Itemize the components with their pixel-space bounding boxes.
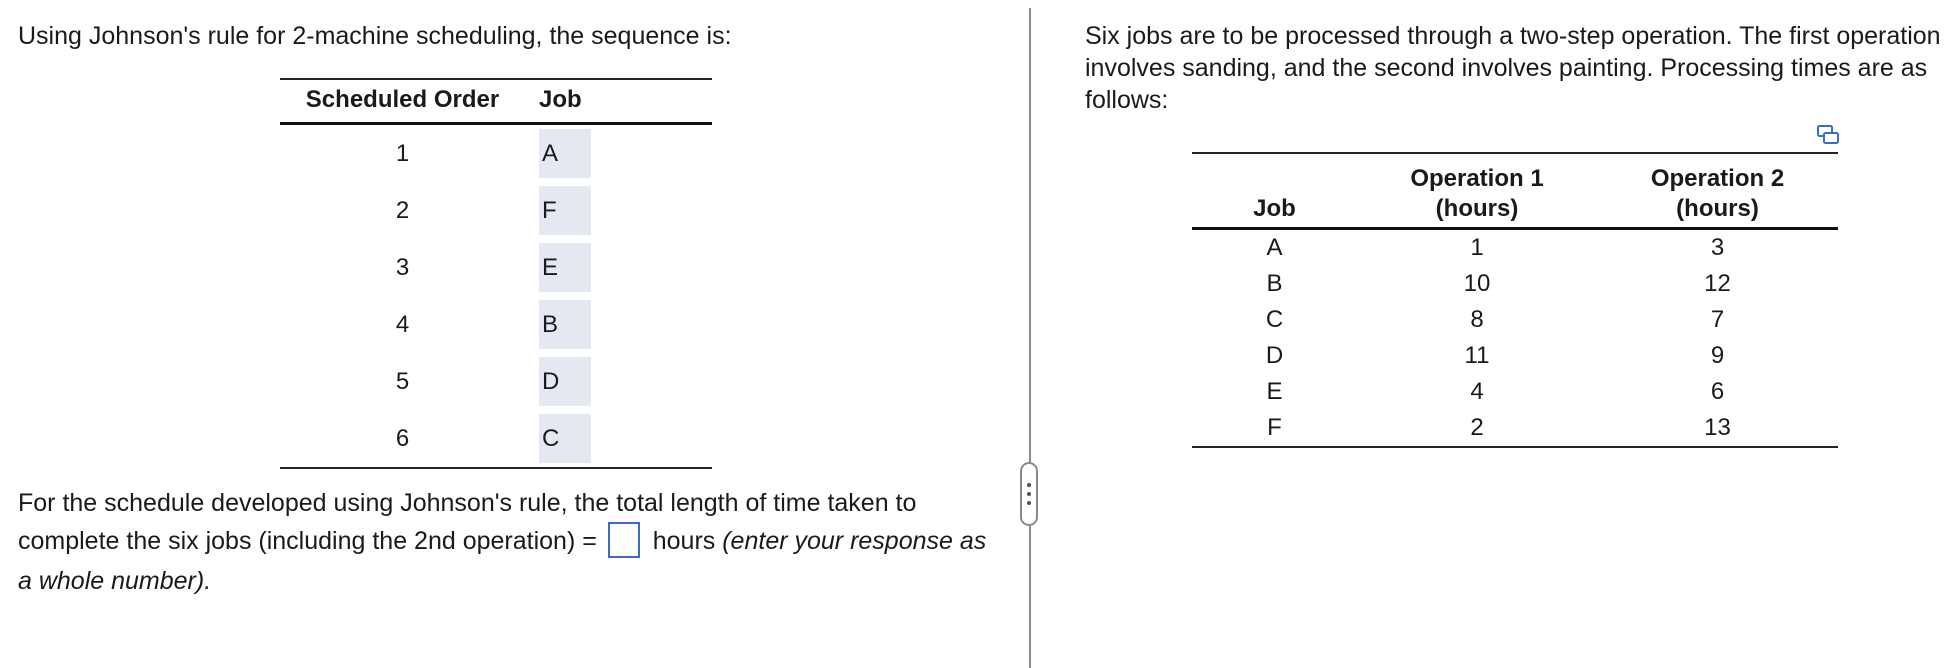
table-row	[1192, 266, 1838, 302]
order-cell: 5	[395, 367, 410, 395]
pane-divider[interactable]	[1029, 8, 1031, 668]
order-cell: 1	[395, 139, 410, 167]
table-row	[1192, 302, 1838, 338]
table-row	[280, 296, 712, 353]
job-answer-field[interactable]: A	[539, 129, 591, 178]
header-operation-1: Operation 1 (hours)	[1357, 153, 1597, 229]
job-answer-field[interactable]: F	[539, 186, 591, 235]
order-cell: 4	[395, 310, 410, 338]
job-answer-field[interactable]: E	[539, 243, 591, 292]
op2-cell: 12	[1704, 270, 1731, 297]
total-hours-input[interactable]	[608, 522, 640, 558]
op1-cell: 11	[1464, 342, 1490, 369]
table-row	[1192, 338, 1838, 374]
table-row	[280, 353, 712, 410]
table-row	[1192, 229, 1838, 267]
processing-times-table	[1192, 152, 1838, 448]
table-row	[1192, 410, 1838, 447]
op1-cell: 2	[1470, 414, 1484, 441]
sequence-table	[280, 78, 712, 469]
op2-cell: 9	[1710, 342, 1725, 369]
op1-cell: 8	[1470, 306, 1484, 333]
processing-header-row	[1192, 153, 1838, 229]
op2-cell: 7	[1710, 306, 1725, 333]
job-cell: A	[1266, 234, 1283, 261]
job-answer-field[interactable]: D	[539, 357, 591, 406]
job-cell: C	[1265, 306, 1284, 333]
sequence-prompt: Using Johnson's rule for 2-machine scheduling, the sequence is:	[18, 22, 732, 50]
op1-cell: 1	[1470, 234, 1484, 261]
job-cell: E	[1266, 378, 1283, 405]
copy-icon[interactable]	[1817, 125, 1841, 147]
order-cell: 3	[395, 253, 410, 281]
header-job: Job	[525, 79, 712, 124]
order-cell: 2	[395, 196, 410, 224]
op1-cell: 4	[1470, 378, 1484, 405]
table-row	[280, 124, 712, 183]
job-cell: B	[1266, 270, 1283, 297]
op1-cell: 10	[1463, 270, 1491, 297]
question-text: For the schedule developed using Johnson's rule, the total length of time taken to complete the six jobs (including the 2nd operation) =	[18, 489, 917, 555]
job-answer-field[interactable]: C	[539, 414, 591, 463]
job-cell: F	[1267, 414, 1282, 441]
problem-intro: Six jobs are to be processed through a two-step operation. The first operation involves sanding, and the second involves painting. Processing times are as follows:	[1085, 22, 1941, 114]
total-time-question	[18, 484, 998, 600]
job-cell: D	[1265, 342, 1284, 369]
op2-cell: 13	[1704, 414, 1731, 441]
sequence-header-row	[280, 79, 712, 124]
header-scheduled-order: Scheduled Order	[280, 79, 525, 124]
job-answer-field[interactable]: B	[539, 300, 591, 349]
table-row	[280, 239, 712, 296]
table-row	[280, 410, 712, 468]
answer-hint: (enter your response as a whole number).	[18, 527, 987, 596]
header-operation-2: Operation 2 (hours)	[1597, 153, 1838, 229]
table-row	[280, 182, 712, 239]
op2-cell: 3	[1710, 234, 1725, 261]
order-cell: 6	[395, 424, 410, 452]
header-job: Job	[1192, 153, 1357, 229]
op2-cell: 6	[1710, 378, 1725, 405]
table-row	[1192, 374, 1838, 410]
hours-unit: hours	[652, 527, 716, 555]
